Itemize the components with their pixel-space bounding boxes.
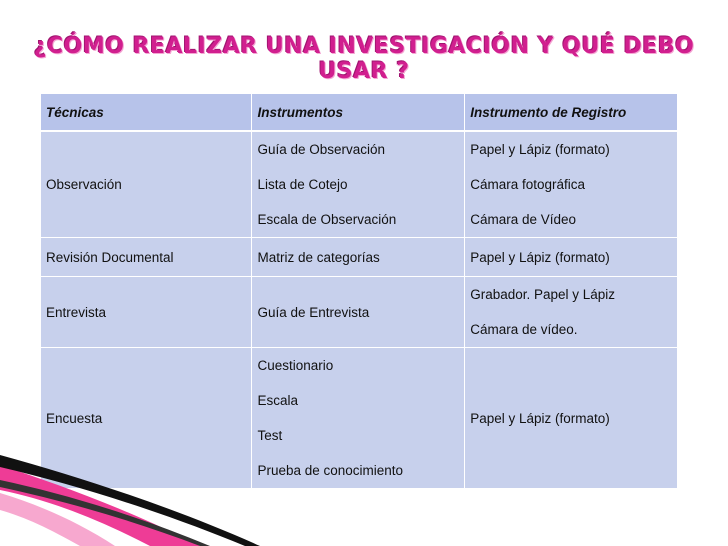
instrumento-item: Test	[257, 428, 283, 443]
cell-instrumentos: Matriz de categorías	[252, 238, 465, 277]
table-row-observacion	[41, 131, 678, 238]
instrumento-item: Cuestionario	[257, 358, 334, 373]
registro-item: Papel y Lápiz (formato)	[470, 142, 610, 157]
header-instrumento-registro: Instrumento de Registro	[465, 94, 678, 132]
instrumento-item: Escala de Observación	[257, 212, 397, 227]
header-tecnicas: Técnicas	[41, 94, 252, 132]
cell-registro: Papel y Lápiz (formato)	[465, 238, 678, 277]
registro-item: Cámara de vídeo.	[470, 322, 578, 337]
table-row-entrevista	[41, 277, 678, 348]
registro-item: Cámara fotográfica	[470, 177, 586, 192]
cell-tecnica: Observación	[41, 131, 252, 238]
registro-item: Cámara de Vídeo	[470, 212, 577, 227]
table-header-row	[41, 94, 678, 132]
table-row-revision-documental	[41, 238, 678, 277]
decorative-swoosh	[0, 455, 728, 546]
slide-title: ¿CÓMO REALIZAR UNA INVESTIGACIÓN Y QUÉ DEBO USAR ?	[33, 34, 695, 84]
registro-item: Grabador. Papel y Lápiz	[470, 287, 616, 302]
cell-tecnica: Revisión Documental	[41, 238, 252, 277]
instrumento-item: Prueba de conocimiento	[257, 463, 404, 478]
research-table	[40, 93, 678, 489]
cell-instrumentos: Guía de Entrevista	[252, 277, 465, 348]
header-instrumentos: Instrumentos	[252, 94, 465, 132]
cell-registro	[465, 131, 678, 238]
instrumento-item: Guía de Observación	[257, 142, 386, 157]
instrumento-item: Escala	[257, 393, 298, 408]
cell-tecnica: Encuesta	[41, 348, 252, 489]
cell-tecnica: Entrevista	[41, 277, 252, 348]
instrumento-item: Lista de Cotejo	[257, 177, 348, 192]
cell-registro: Papel y Lápiz (formato)	[465, 348, 678, 489]
cell-registro	[465, 277, 678, 348]
cell-instrumentos	[252, 131, 465, 238]
